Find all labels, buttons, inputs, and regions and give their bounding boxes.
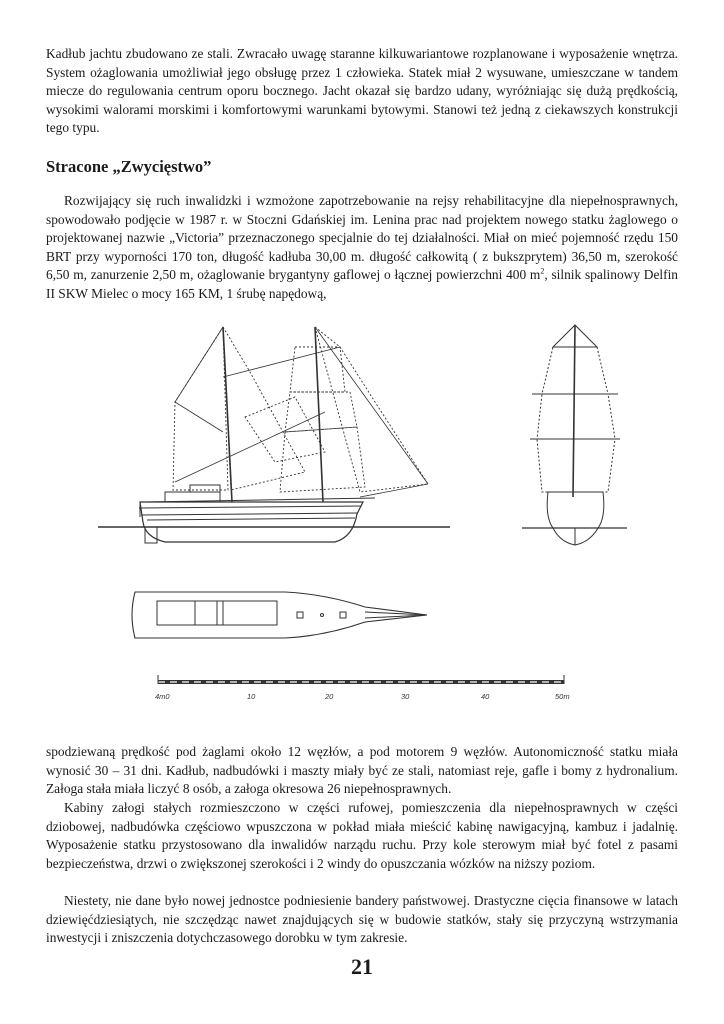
scale-label-10: 10 — [247, 692, 256, 701]
page-number: 21 — [351, 954, 373, 979]
scale-label-40: 40 — [481, 692, 490, 701]
scale-label-50: 50m — [555, 692, 570, 701]
rigging — [175, 327, 428, 497]
ship-front-view — [520, 322, 630, 552]
paragraph-1 — [46, 192, 678, 304]
scale-label-0: 4m0 — [155, 692, 170, 701]
intro-paragraph: Kadłub jachtu zbudowano ze stali. Zwracało uwagę staranne kilkuwariantowe rozplanowane i wyposażenie wnętrza. System ożaglowania umożliwiał jego obsługę przez 1 człowieka. Statek miał 2 wysuwane, umieszczane w tandem miecze do regulowania centrum oporu bocznego. Jacht okazał się bardzo udany, wyróżniając się dużą prędkością, wysokimi walorami morskimi i komfortowymi warunkami bytowymi. Stanowi też jedną z ciekawszych konstrukcji tego typu. — [46, 46, 678, 136]
scale-label-30: 30 — [401, 692, 410, 701]
ship-side-view — [95, 322, 455, 552]
paragraph-1-text: Rozwijający się ruch inwalidzki i wzmożone zapotrzebowanie na rejsy rehabilitacyjne dla niepełnosprawnych, spowodowało podjęcie w 1987 r. w Stoczni Gdańskiej im. Lenina prac nad projektem nowego statku żaglowego o projektowanej nazwie „Victoria” przeznaczonego specjalnie do tej działalności. Miał on mieć pojemność rzędu 150 BRT przy wyporności 170 ton, długość kadłuba 30,00 m. długość całkowitą ( z bukszprytem) 36,50 m, szerokość 6,50 m, zanurzenie 2,50 m, ożaglowanie brygantyny gaflowej o łącznej powierzchni 400 m — [46, 193, 678, 283]
paragraph-1-text-end: , silnik spalinowy Delfin II SKW Mielec o mocy 165 KM, 1 śrubę napędową, — [46, 267, 678, 301]
scale-label-20: 20 — [325, 692, 334, 701]
section-title: Stracone „Zwycięstwo” — [46, 157, 212, 176]
superscript: 2 — [540, 266, 545, 276]
deck-outline — [132, 592, 427, 638]
paragraph-2: spodziewaną prędkość pod żaglami około 12 węzłów, a pod motorem 9 węzłów. Autonomiczność statku miała wynosić 30 – 31 dni. Kadłub, nadbudówki i maszty miały być ze stali, natomiast reje, gafle i bomy z hydronalium. Załoga stała miała liczyć 8 osób, a załoga okresowa 26 niepełnosprawnych. — [46, 744, 678, 797]
ship-top-view — [125, 582, 445, 652]
sails — [173, 327, 428, 492]
paragraph-3: Kabiny załogi stałych rozmieszczono w części rufowej, pomieszczenia dla niepełnosprawnych w części dziobowej, nadbudówka częściowo wpuszczona w pokład miała mieścić kabinę nawigacyjną, kambuz i jadalnię. Wyposażenie statku przystosowano dla inwalidów narządu ruchu. Przy kole sterowym miał być fotel z pasami bezpieczeństwa, drzwi o zwiększonej szerokości i 2 windy do opuszczania wózków na niższy poziom. — [46, 800, 678, 871]
front-hull — [522, 492, 627, 545]
front-mast — [573, 325, 575, 497]
deckhouse — [145, 485, 375, 502]
scale-bar — [155, 670, 575, 710]
hull — [139, 502, 363, 543]
paragraph-4: Niestety, nie dane było nowej jednostce podniesienie bandery państwowej. Drastyczne cięcia finansowe w latach dziewięćdziesiątych, nie szczędząc nawet znajdujących się w budowie statków, stały się przyczyną wstrzymania inwestycji i zniszczenia dotychczasowego dorobku w tym zakresie. — [46, 893, 678, 946]
